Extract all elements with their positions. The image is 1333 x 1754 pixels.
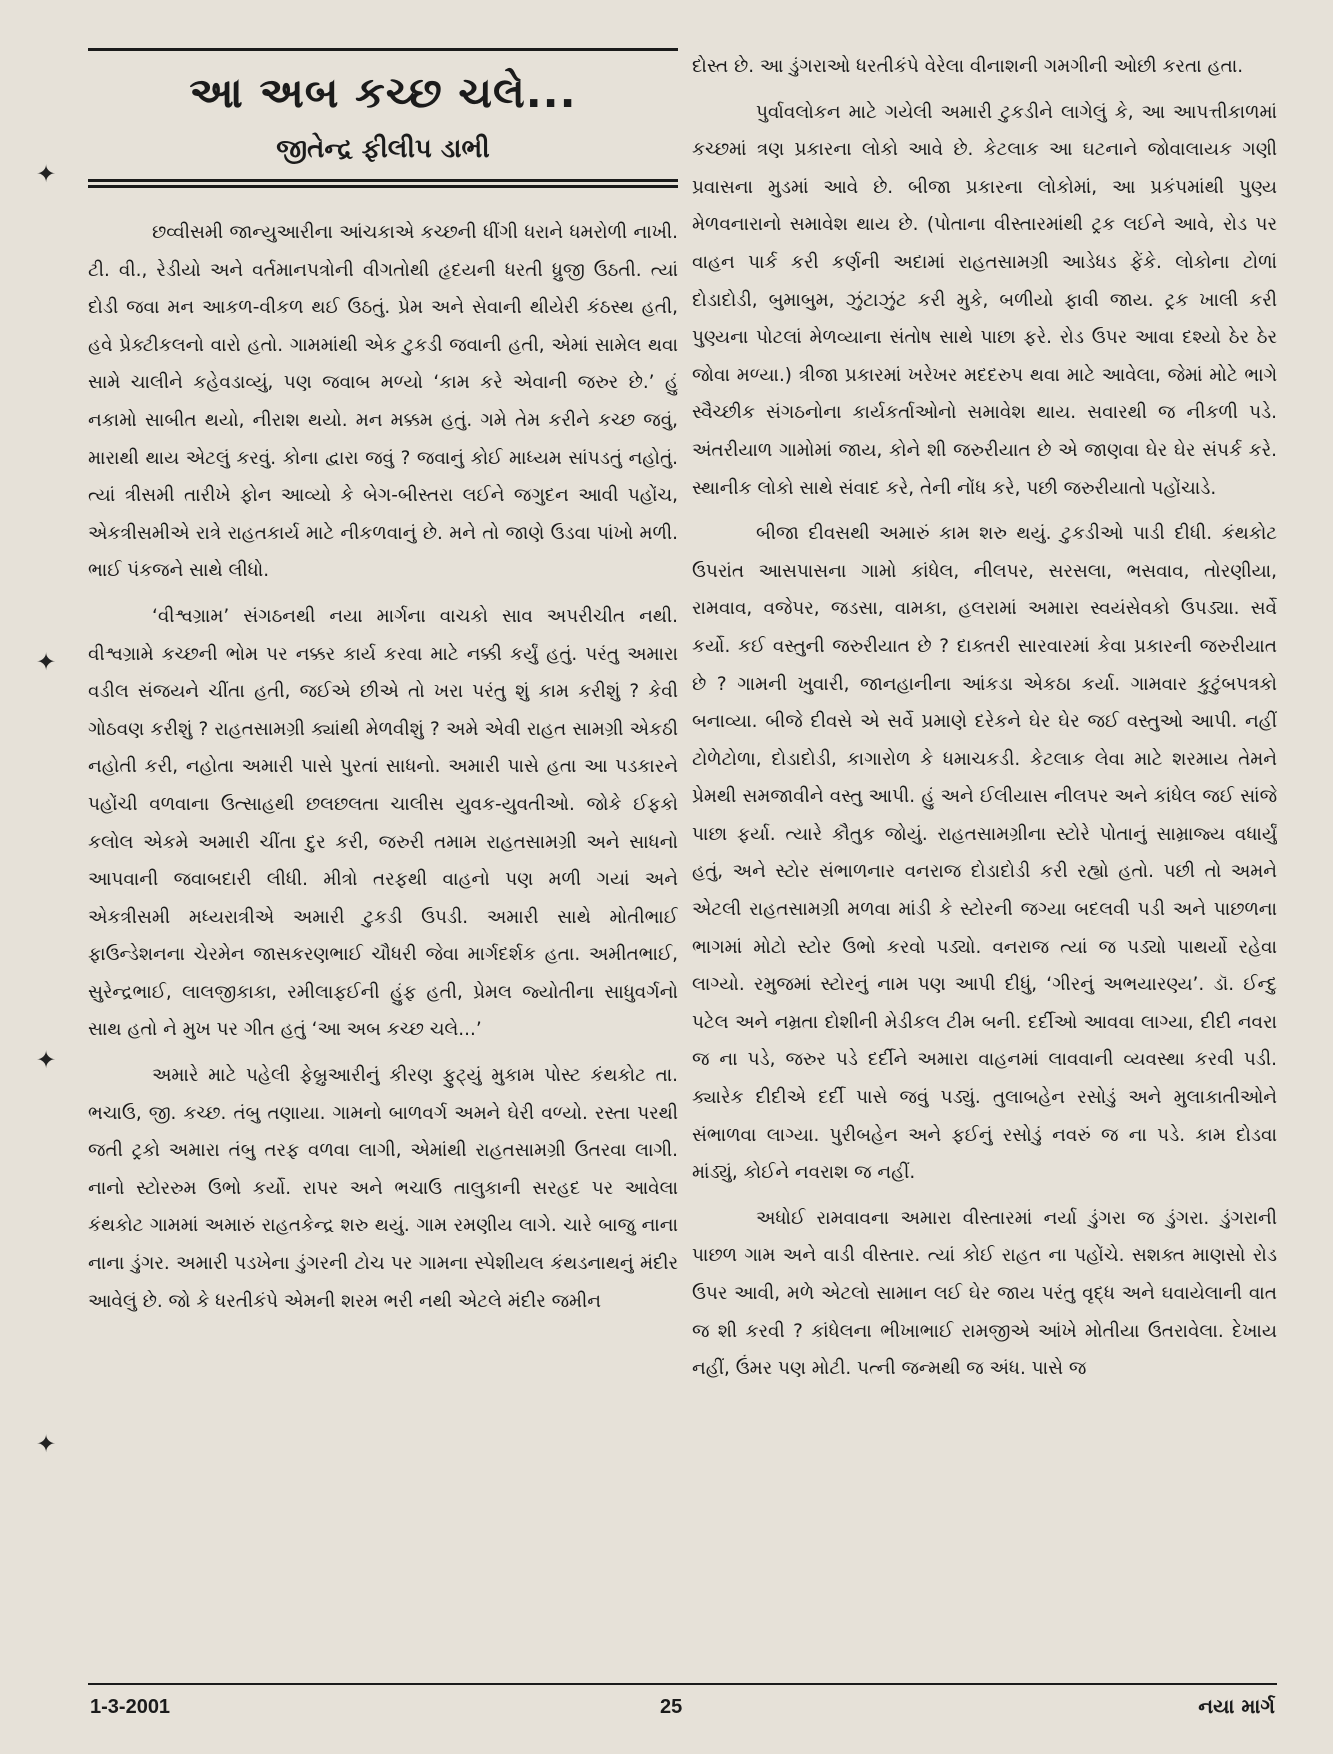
footer-rule	[88, 1683, 1277, 1685]
article-author: જીતેન્દ્ર ફીલીપ ડાભી	[276, 134, 490, 164]
paragraph: બીજા દીવસથી અમારું કામ શરુ થયું. ટુકડીઓ પાડી દીધી. કંથકોટ ઉપરાંત આસપાસના ગામો કાંધેલ, નીલપર, સરસલા, ભસવાવ, તોરણીયા, રામવાવ, વજેપર, જડસા, વામકા, હલરામાં અમારા સ્વયંસેવકો ઉપડ્યા. સર્વે કર્યો. કઈ વસ્તુની જરુરીયાત છે ? દાક્તરી સારવારમાં કેવા પ્રકારની જરુરીયાત છે ? ગામની ખુવારી, જાનહાનીના આંકડા એકઠા કર્યા. ગામવાર કુટુંબપત્રકો બનાવ્યા. બીજે દીવસે એ સર્વે પ્રમાણે દરેકને ઘેર ઘેર જઈ વસ્તુઓ આપી. નહીં ટોળેટોળા, દોડાદોડી, કાગારોળ કે ધમાચકડી. કેટલાક લેવા માટે શરમાય તેમને પ્રેમથી સમજાવીને વસ્તુ આપી. હું અને ઈલીયાસ નીલપર અને કાંધેલ જઈ સાંજે પાછા ફર્યા. ત્યારે કૌતુક જોયું. રાહતસામગ્રીના સ્ટોરે પોતાનું સામ્રાજ્ય વધાર્યું હતું, અને સ્ટોર સંભાળનાર વનરાજ દોડાદોડી કરી રહ્યો હતો. પછી તો અમને એટલી રાહતસામગ્રી મળવા માંડી કે સ્ટોરની જગ્યા બદલવી પડી અને પાછળના ભાગમાં મોટો સ્ટોર ઉભો કરવો પડ્યો. વનરાજ ત્યાં જ પડ્યો પાથર્યો રહેવા લાગ્યો. રમુજમાં સ્ટોરનું નામ પણ આપી દીધું, ‘ગીરનું અભયારણ્ય’. ડૉ. ઈન્દુ પટેલ અને નમ્રતા દોશીની મેડીકલ ટીમ બની. દર્દીઓ આવવા લાગ્યા, દીદી નવરા જ ના પડે, જરુર પડે દર્દીને અમારા વાહનમાં લાવવાની વ્યવસ્થા કરવી પડી. ક્યારેક દીદીએ દર્દી પાસે જવું પડ્યું. તુલાબહેન રસોડું અને મુલાકાતીઓને સંભાળવા લાગ્યા. પુરીબહેન અને ફઈનું રસોડું નવરું જ ના પડે. કામ દોડવા માંડ્યું, કોઈને નવરાશ જ નહીં.	[692, 523, 1277, 1184]
left-column	[88, 48, 678, 1668]
binding-hole-mark-icon: ✦	[36, 1430, 57, 1458]
binding-hole-mark-icon: ✦	[36, 1046, 57, 1074]
title-double-rule	[88, 179, 678, 188]
footer-date: 1-3-2001	[90, 1696, 171, 1718]
right-column	[692, 48, 1277, 1668]
paragraph: અધોઈ રામવાવના અમારા વીસ્તારમાં નર્યા ડુંગરા જ ડુંગરા. ડુંગરાની પાછળ ગામ અને વાડી વીસ્તાર. ત્યાં કોઈ રાહત ના પહોંચે. સશક્ત માણસો રોડ ઉપર આવી, મળે એટલો સામાન લઈ ઘેર જાય પરંતુ વૃદ્ધ અને ઘવાયેલાની વાત જ શી કરવી ? કાંધેલના ભીખાભાઈ રામજીએ આંખે મોતીયા ઉતરાવેલા. દેખાય નહીં, ઉંમર પણ મોટી. પત્ની જન્મથી જ અંધ. પાસે જ	[692, 1207, 1277, 1380]
paragraph: દોસ્ત છે. આ ડુંગરાઓ ધરતીકંપે વેરેલા વીનાશની ગમગીની ઓછી કરતા હતા.	[692, 56, 1244, 77]
paragraph: પુર્વાવલોકન માટે ગયેલી અમારી ટુકડીને લાગેલું કે, આ આપત્તીકાળમાં કચ્છમાં ત્રણ પ્રકારના લોકો આવે છે. કેટલાક આ ઘટનાને જોવાલાયક ગણી પ્રવાસના મુડમાં આવે છે. બીજા પ્રકારના લોકોમાં, આ પ્રકંપમાંથી પુણ્ય મેળવનારાનો સમાવેશ થાય છે. (પોતાના વીસ્તારમાંથી ટ્રક લઈને આવે, રોડ પર વાહન પાર્ક કરી કર્ણની અદામાં રાહતસામગ્રી આડેધડ ફેંકે. લોકોના ટોળાં દોડાદોડી, બુમાબુમ, ઝુંટાઝુંટ કરી મુકે, બળીયો ફાવી જાય. ટ્રક ખાલી કરી પુણ્યના પોટલાં મેળવ્યાના સંતોષ સાથે પાછા ફરે. રોડ ઉપર આવા દશ્યો ઠેર ઠેર જોવા મળ્યા.) ત્રીજા પ્રકારમાં ખરેખર મદદરુપ થવા માટે આવેલા, જેમાં મોટે ભાગે સ્વૈચ્છીક સંગઠનોના કાર્યકર્તાઓનો સમાવેશ થાય. સવારથી જ નીકળી પડે. અંતરીયાળ ગામોમાં જાય, કોને શી જરુરીયાત છે એ જાણવા ઘેર ઘેર સંપર્ક કરે. સ્થાનીક લોકો સાથે સંવાદ કરે, તેની નોંધ કરે, પછી જરુરીયાતો પહોંચાડે.	[692, 101, 1277, 499]
magazine-name: નયા માર્ગ	[1198, 1694, 1275, 1718]
page-number: 25	[660, 1696, 683, 1718]
paragraph: ‘વીશ્વગ્રામ’ સંગઠનથી નયા માર્ગના વાચકો સાવ અપરીચીત નથી. વીશ્વગ્રામે કચ્છની ભોમ પર નક્કર કાર્ય કરવા માટે નક્કી કર્યું હતું. પરંતુ અમારા વડીલ સંજયને ચીંતા હતી, જઈએ છીએ તો ખરા પરંતુ શું કામ કરીશું ? કેવી ગોઠવણ કરીશું ? રાહતસામગ્રી ક્યાંથી મેળવીશું ? અમે એવી રાહત સામગ્રી એકઠી નહોતી કરી, નહોતા અમારી પાસે પુરતાં સાધનો. અમારી પાસે હતા આ પડકારને પહોંચી વળવાના ઉત્સાહથી છલછલતા ચાલીસ યુવક-યુવતીઓ. જોકે ઈફકો કલોલ એકમે અમારી ચીંતા દુર કરી, જરુરી તમામ રાહતસામગ્રી અને સાધનો આપવાની જવાબદારી લીધી. મીત્રો તરફથી વાહનો પણ મળી ગયાં અને એકત્રીસમી મધ્યરાત્રીએ અમારી ટુકડી ઉપડી. અમારી સાથે મોતીભાઈ ફાઉન્ડેશનના ચેરમેન જાસકરણભાઈ ચૌધરી જેવા માર્ગદર્શક હતા. અમીતભાઈ, સુરેન્દ્રભાઈ, લાલજીકાકા, રમીલાફઈની હુંફ હતી, પ્રેમલ જ્યોતીના સાધુવર્ગનો સાથ હતો ને મુખ પર ગીત હતું ‘આ અબ કચ્છ ચલે...’	[88, 605, 678, 1041]
paragraph: છવ્વીસમી જાન્યુઆરીના આંચકાએ કચ્છની ધીંગી ધરાને ધમરોળી નાખી. ટી. વી., રેડીયો અને વર્તમાનપત્રોની વીગતોથી હૃદયની ધરતી ધ્રુજી ઉઠતી. ત્યાં દોડી જવા મન આકળ-વીકળ થઈ ઉઠતું. પ્રેમ અને સેવાની થીયેરી કંઠસ્થ હતી, હવે પ્રેક્ટીકલનો વારો હતો. ગામમાંથી એક ટુકડી જવાની હતી, એમાં સામેલ થવા સામે ચાલીને કહેવડાવ્યું, પણ જવાબ મળ્યો ‘કામ કરે એવાની જરુર છે.’ હું નકામો સાબીત થયો, નીરાશ થયો. મન મક્કમ હતું. ગમે તેમ કરીને કચ્છ જવું, મારાથી થાય એટલું કરવું. કોના દ્વારા જવું ? જવાનું કોઈ માધ્યમ સાંપડતું નહોતું. ત્યાં ત્રીસમી તારીખે ફોન આવ્યો કે બેગ-બીસ્તરા લઈને જગુદન આવી પહોંચ, એકત્રીસમીએ રાત્રે રાહતકાર્ય માટે નીકળવાનું છે. મને તો જાણે ઉડવા પાંખો મળી. ભાઈ પંકજને સાથે લીધો.	[88, 222, 678, 582]
article-title: આ અબ કચ્છ ચલે...	[189, 68, 577, 117]
paragraph: અમારે માટે પહેલી ફેબ્રુઆરીનું કીરણ ફુટ્યું મુકામ પોસ્ટ કંથકોટ તા. ભચાઉ, જી. કચ્છ. તંબુ તણાયા. ગામનો બાળવર્ગ અમને ઘેરી વળ્યો. રસ્તા પરથી જતી ટ્રકો અમારા તંબુ તરફ વળવા લાગી, એમાંથી રાહતસામગ્રી ઉતરવા લાગી. નાનો સ્ટોરરુમ ઉભો કર્યો. રાપર અને ભચાઉ તાલુકાની સરહદ પર આવેલા કંથકોટ ગામમાં અમારું રાહતકેન્દ્ર શરુ થયું. ગામ રમણીય લાગે. ચારે બાજુ નાના નાના ડુંગર. અમારી પડખેના ડુંગરની ટોચ પર ગામના સ્પેશીયલ કંથડનાથનું મંદીર આવેલું છે. જો કે ધરતીકંપે એમની શરમ ભરી નથી એટલે મંદીર જમીન	[88, 1065, 678, 1312]
title-top-rule	[88, 48, 678, 51]
binding-hole-mark-icon: ✦	[36, 648, 57, 676]
binding-hole-mark-icon: ✦	[36, 160, 57, 188]
